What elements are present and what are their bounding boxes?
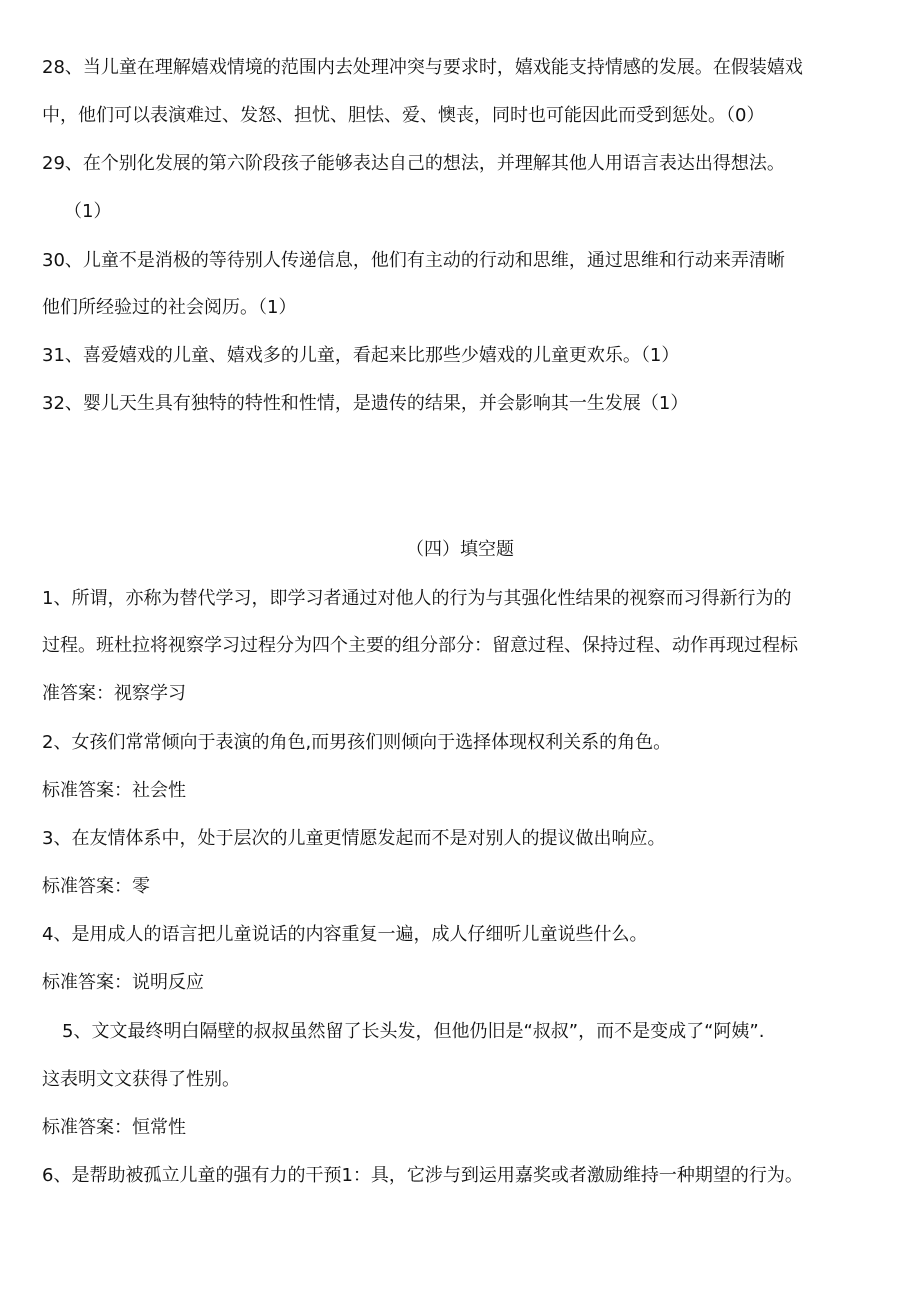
fill-question-1-line-2: 过程。班杜拉将视察学习过程分为四个主要的组分部分：留意过程、保持过程、动作再现过程标 xyxy=(42,635,798,656)
fill-question-1-line-3: 准答案：视察学习 xyxy=(42,683,186,704)
fill-question-5-answer: 标准答案：恒常性 xyxy=(42,1117,186,1138)
question-32-line-1: 32、婴儿天生具有独特的特性和性情，是遗传的结果，并会影响其一生发展（1） xyxy=(42,393,689,414)
fill-question-4-line-1: 4、是用成人的语言把儿童说话的内容重复一遍，成人仔细听儿童说些什么。 xyxy=(42,924,648,945)
question-31-line-1: 31、喜爱嬉戏的儿童、嬉戏多的儿童，看起来比那些少嬉戏的儿童更欢乐。（1） xyxy=(42,345,680,366)
fill-blank-heading: （四）填空题 xyxy=(406,539,514,560)
fill-question-3-line-1: 3、在友情体系中，处于层次的儿童更情愿发起而不是对别人的提议做出响应。 xyxy=(42,828,666,849)
fill-question-6-line-1: 6、是帮助被孤立儿童的强有力的干预1：具，它涉与到运用嘉奖或者激励维持一种期望的行为。 xyxy=(42,1165,803,1186)
fill-question-1-line-1: 1、所谓，亦称为替代学习，即学习者通过对他人的行为与其强化性结果的视察而习得新行为的 xyxy=(42,588,792,609)
fill-question-4-answer: 标准答案：说明反应 xyxy=(42,972,204,993)
fill-question-5-line-1: 5、文文最终明白隔壁的叔叔虽然留了长头发，但他仍旧是“叔叔”，而不是变成了“阿姨”. xyxy=(62,1021,765,1042)
question-30-line-1: 30、儿童不是消极的等待别人传递信息，他们有主动的行动和思维，通过思维和行动来弄清晰 xyxy=(42,250,785,271)
question-29-line-1: 29、在个别化发展的第六阶段孩子能够表达自己的想法，并理解其他人用语言表达出得想法。 xyxy=(42,153,785,174)
fill-question-2-line-1: 2、女孩们常常倾向于表演的角色,而男孩们则倾向于选择体现权利关系的角色。 xyxy=(42,732,672,753)
question-30-line-2: 他们所经验过的社会阅历。（1） xyxy=(42,297,297,318)
fill-question-2-answer: 标准答案：社会性 xyxy=(42,780,186,801)
question-29-line-2: （1） xyxy=(64,201,112,222)
question-28-line-1: 28、当儿童在理解嬉戏情境的范围内去处理冲突与要求时，嬉戏能支持情感的发展。在假装嬉戏 xyxy=(42,57,803,78)
fill-question-3-answer: 标准答案：零 xyxy=(42,876,150,897)
fill-question-5-line-2: 这表明文文获得了性别。 xyxy=(42,1069,240,1090)
question-28-line-2: 中，他们可以表演难过、发怒、担忧、胆怯、爱、懊丧，同时也可能因此而受到惩处。（0） xyxy=(42,105,765,126)
